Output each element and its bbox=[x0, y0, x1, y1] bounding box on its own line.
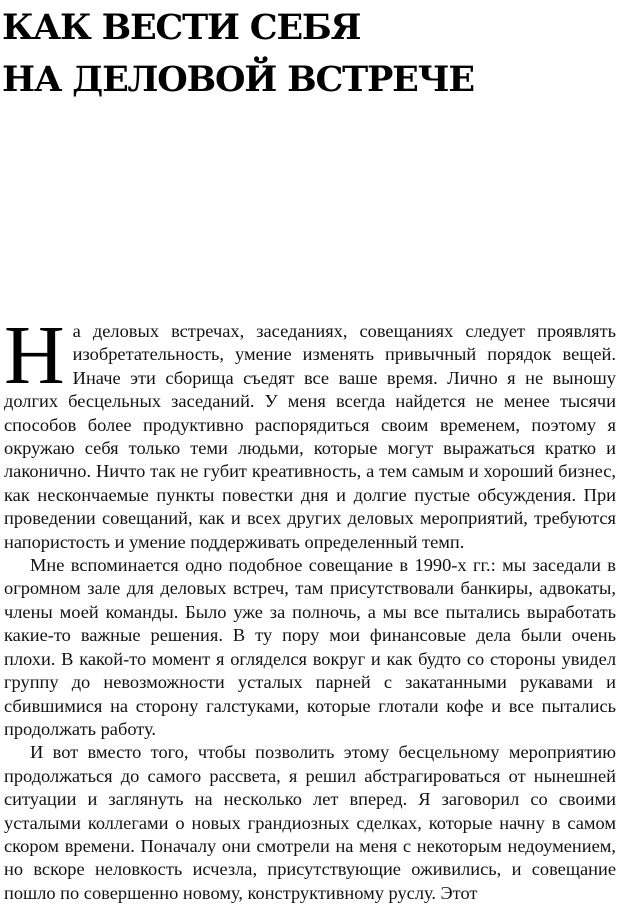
paragraph bbox=[4, 554, 616, 741]
chapter-title-line: НА ДЕЛОВОЙ ВСТРЕЧЕ bbox=[2, 59, 474, 100]
paragraph-text: И вот вместо того, чтобы позволить этому бесцельному мероприятию продолжаться до самого рассвета, я решил абстрагироваться от нынешней ситуации и заглянуть на несколько лет вперед. Я заговорил со своими усталыми коллегами о новых грандиозных сделках, которые начну в самом скором времени. Поначалу они смотрели на меня с некоторым недоумением, но вскоре неловкость исчезла, присутствующие оживились, и совещание пошло по совершенно новому, конструктивному руслу. Этот bbox=[4, 742, 616, 903]
paragraph bbox=[4, 309, 616, 554]
paragraph-text: Мне вспоминается одно подобное совещание в 1990-х гг.: мы заседали в огромном зале для деловых встреч, там присутствовали банкиры, адвокаты, члены моей команды. Было уже за полночь, а мы все пытались выработать какие-то важные решения. В ту пору мои финансовые дела были очень плохи. В какой-то момент я огляделся вокруг и как будто со стороны увидел группу до невозможности усталых парней с закатанными рукавами и сбившимися на сторону галстуками, которые глотали кофе и все пытались продолжать работу. bbox=[4, 555, 616, 739]
drop-cap: Н bbox=[4, 309, 65, 402]
chapter-title-line: КАК ВЕСТИ СЕБЯ bbox=[2, 7, 361, 48]
body-text bbox=[4, 309, 616, 905]
paragraph-text: а деловых встречах, заседаниях, совещаниях следует проявлять изобретательность, умение изменять привычный порядок вещей. Иначе эти сборища съедят все ваше время. Лично я не выношу долгих бесцельных заседаний. У меня всегда найдется не менее тысячи способов более продуктивно распорядиться своим временем, поэтому я окружаю себя только теми людьми, которые могут выражаться кратко и лаконично. Ничто так не губит креативность, а тем самым и хороший бизнес, как нескончаемые пункты повестки дня и долгие пустые обсуждения. При проведении совещаний, как и всех других деловых мероприятий, требуются напористость и умение поддерживать определенный темп. bbox=[4, 321, 616, 552]
chapter-title bbox=[2, 2, 612, 106]
paragraph bbox=[4, 741, 616, 905]
